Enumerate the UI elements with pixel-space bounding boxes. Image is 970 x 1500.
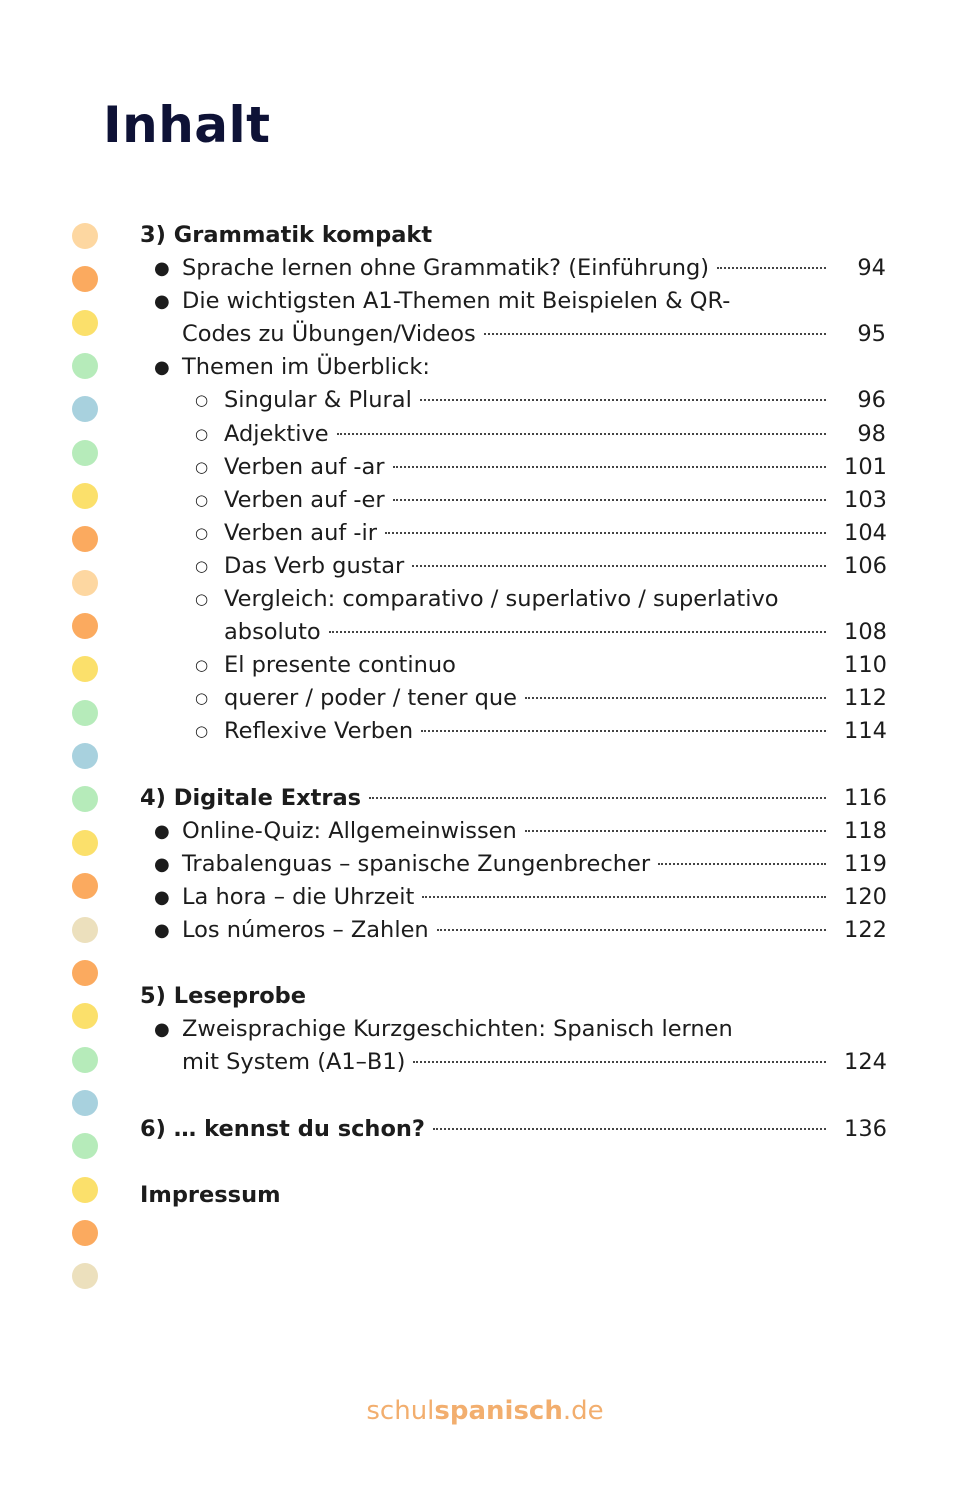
- footer-brand-strong: spanisch: [434, 1396, 563, 1426]
- toc-entry-title: Adjektive: [224, 420, 329, 447]
- toc-page-number: 116: [844, 784, 887, 811]
- toc-entry-title: 5) Leseprobe: [140, 983, 307, 1010]
- toc-entry-title: Das Verb gustar: [224, 552, 405, 579]
- decorative-dot: [72, 656, 98, 682]
- toc-entry-title: Online-Quiz: Allgemeinwissen: [182, 817, 517, 844]
- footer-brand[interactable]: [0, 1396, 970, 1426]
- bullet-circle-icon: ○: [195, 656, 209, 675]
- bullet-disc-icon: ●: [154, 919, 170, 941]
- toc-page-number: 94: [857, 255, 886, 282]
- bullet-disc-icon: ●: [154, 886, 170, 908]
- dot-leader: [413, 1061, 826, 1063]
- table-of-contents: [140, 219, 886, 1212]
- toc-spacer: [140, 1146, 886, 1179]
- toc-entry[interactable]: [140, 550, 886, 583]
- toc-entry[interactable]: [140, 351, 886, 384]
- bullet-disc-icon: ●: [154, 1019, 170, 1041]
- toc-page-number: 96: [857, 387, 886, 414]
- dot-leader: [393, 466, 826, 468]
- dot-leader: [484, 333, 826, 335]
- toc-section-heading[interactable]: [140, 1113, 886, 1146]
- decorative-dot: [72, 1220, 98, 1246]
- decorative-dot: [72, 266, 98, 292]
- toc-section-heading[interactable]: [140, 980, 886, 1013]
- decorative-dot: [72, 1047, 98, 1073]
- page-title: Inhalt: [103, 96, 271, 154]
- decorative-dot: [72, 310, 98, 336]
- toc-entry[interactable]: [140, 418, 886, 451]
- toc-entry-title: Verben auf -ir: [224, 519, 378, 546]
- toc-page-number: 108: [844, 619, 887, 646]
- dot-leader: [717, 267, 826, 269]
- dot-leader: [412, 565, 826, 567]
- toc-entry[interactable]: [140, 616, 886, 649]
- bullet-disc-icon: ●: [154, 820, 170, 842]
- toc-page-number: 124: [844, 1049, 887, 1076]
- toc-page-number: 110: [844, 652, 887, 679]
- decorative-dot-column: [72, 223, 100, 1307]
- toc-entry[interactable]: [140, 583, 886, 616]
- toc-entry[interactable]: [140, 517, 886, 550]
- toc-entry-title: Los números – Zahlen: [182, 916, 429, 943]
- decorative-dot: [72, 1263, 98, 1289]
- toc-spacer: [140, 947, 886, 980]
- footer-brand-prefix: schul: [366, 1396, 435, 1426]
- toc-entry[interactable]: [140, 881, 886, 914]
- decorative-dot: [72, 223, 98, 249]
- toc-entry[interactable]: [140, 815, 886, 848]
- decorative-dot: [72, 700, 98, 726]
- bullet-circle-icon: ○: [195, 556, 209, 575]
- toc-page-number: 98: [857, 420, 886, 447]
- dot-leader: [658, 863, 826, 865]
- toc-entry[interactable]: [140, 384, 886, 417]
- dot-leader: [420, 399, 826, 401]
- toc-entry[interactable]: [140, 848, 886, 881]
- toc-section-heading[interactable]: [140, 782, 886, 815]
- toc-entry-title: La hora – die Uhrzeit: [182, 883, 415, 910]
- toc-entry[interactable]: [140, 715, 886, 748]
- toc-entry-title: Verben auf -ar: [224, 453, 385, 480]
- bullet-disc-icon: ●: [154, 357, 170, 379]
- toc-entry-title: Sprache lernen ohne Grammatik? (Einführung): [182, 255, 710, 282]
- decorative-dot: [72, 440, 98, 466]
- toc-entry-title: mit System (A1–B1): [182, 1049, 406, 1076]
- toc-page-number: 122: [844, 916, 887, 943]
- decorative-dot: [72, 917, 98, 943]
- decorative-dot: [72, 1003, 98, 1029]
- toc-entry-title: 4) Digitale Extras: [140, 784, 362, 811]
- toc-entry-title: Die wichtigsten A1-Themen mit Beispielen & QR-: [182, 288, 731, 315]
- toc-page-number: 101: [844, 453, 887, 480]
- bullet-circle-icon: ○: [195, 722, 209, 741]
- dot-leader: [525, 830, 826, 832]
- toc-page-number: 119: [844, 850, 887, 877]
- decorative-dot: [72, 960, 98, 986]
- toc-page-number: 95: [857, 321, 886, 348]
- toc-entry-title: El presente continuo: [224, 652, 456, 679]
- dot-leader: [393, 499, 826, 501]
- toc-entry[interactable]: [140, 484, 886, 517]
- toc-spacer: [140, 1079, 886, 1112]
- toc-entry[interactable]: [140, 318, 886, 351]
- toc-page-number: 112: [844, 685, 887, 712]
- toc-entry[interactable]: [140, 682, 886, 715]
- toc-section-heading[interactable]: [140, 219, 886, 252]
- toc-entry[interactable]: [140, 252, 886, 285]
- toc-page-number: 120: [844, 883, 887, 910]
- decorative-dot: [72, 396, 98, 422]
- bullet-disc-icon: ●: [154, 853, 170, 875]
- toc-page-number: 104: [844, 519, 887, 546]
- dot-leader: [525, 697, 826, 699]
- toc-entry-title: Themen im Überblick:: [182, 354, 430, 381]
- toc-page-number: 106: [844, 552, 887, 579]
- bullet-circle-icon: ○: [195, 490, 209, 509]
- footer-brand-suffix: .de: [562, 1396, 604, 1426]
- decorative-dot: [72, 353, 98, 379]
- toc-entry[interactable]: [140, 1013, 886, 1046]
- decorative-dot: [72, 786, 98, 812]
- dot-leader: [433, 1128, 826, 1130]
- bullet-circle-icon: ○: [195, 689, 209, 708]
- toc-entry-title: 3) Grammatik kompakt: [140, 222, 433, 248]
- toc-page-number: 103: [844, 486, 887, 513]
- toc-entry[interactable]: [140, 914, 886, 947]
- toc-entry[interactable]: [140, 451, 886, 484]
- bullet-circle-icon: ○: [195, 457, 209, 476]
- toc-page-number: 118: [844, 817, 887, 844]
- bullet-disc-icon: ●: [154, 291, 170, 313]
- dot-leader: [421, 730, 826, 732]
- toc-entry-title: Codes zu Übungen/Videos: [182, 321, 476, 348]
- bullet-circle-icon: ○: [195, 424, 209, 443]
- dot-leader: [385, 532, 826, 534]
- toc-entry-title: querer / poder / tener que: [224, 685, 517, 712]
- toc-spacer: [140, 749, 886, 782]
- dot-leader: [437, 929, 826, 931]
- bullet-circle-icon: ○: [195, 523, 209, 542]
- toc-entry-title: Impressum: [140, 1181, 281, 1208]
- toc-entry-title: Verben auf -er: [224, 486, 385, 513]
- bullet-disc-icon: ●: [154, 258, 170, 280]
- decorative-dot: [72, 483, 98, 509]
- toc-entry-title: 6) … kennst du schon?: [140, 1115, 425, 1142]
- dot-leader: [422, 896, 826, 898]
- decorative-dot: [72, 1177, 98, 1203]
- bullet-circle-icon: ○: [195, 590, 209, 609]
- toc-section-heading[interactable]: [140, 1179, 886, 1212]
- toc-entry-title: Singular & Plural: [224, 387, 412, 414]
- decorative-dot: [72, 613, 98, 639]
- bullet-circle-icon: ○: [195, 391, 209, 410]
- toc-entry-title: absoluto: [224, 619, 321, 646]
- decorative-dot: [72, 830, 98, 856]
- toc-entry-title: Reflexive Verben: [224, 718, 414, 745]
- toc-entry[interactable]: [140, 1046, 886, 1079]
- toc-page-number: 136: [844, 1115, 887, 1142]
- decorative-dot: [72, 873, 98, 899]
- decorative-dot: [72, 743, 98, 769]
- decorative-dot: [72, 1133, 98, 1159]
- toc-entry[interactable]: [140, 649, 886, 682]
- decorative-dot: [72, 570, 98, 596]
- toc-page-number: 114: [844, 718, 887, 745]
- toc-entry-title: Zweisprachige Kurzgeschichten: Spanisch lernen: [182, 1016, 733, 1043]
- toc-entry[interactable]: [140, 285, 886, 318]
- decorative-dot: [72, 526, 98, 552]
- decorative-dot: [72, 1090, 98, 1116]
- dot-leader: [329, 631, 826, 633]
- dot-leader: [369, 797, 826, 799]
- toc-entry-title: Trabalenguas – spanische Zungenbrecher: [182, 850, 651, 877]
- dot-leader: [337, 433, 826, 435]
- toc-entry-title: Vergleich: comparativo / superlativo / superlativo: [224, 586, 779, 613]
